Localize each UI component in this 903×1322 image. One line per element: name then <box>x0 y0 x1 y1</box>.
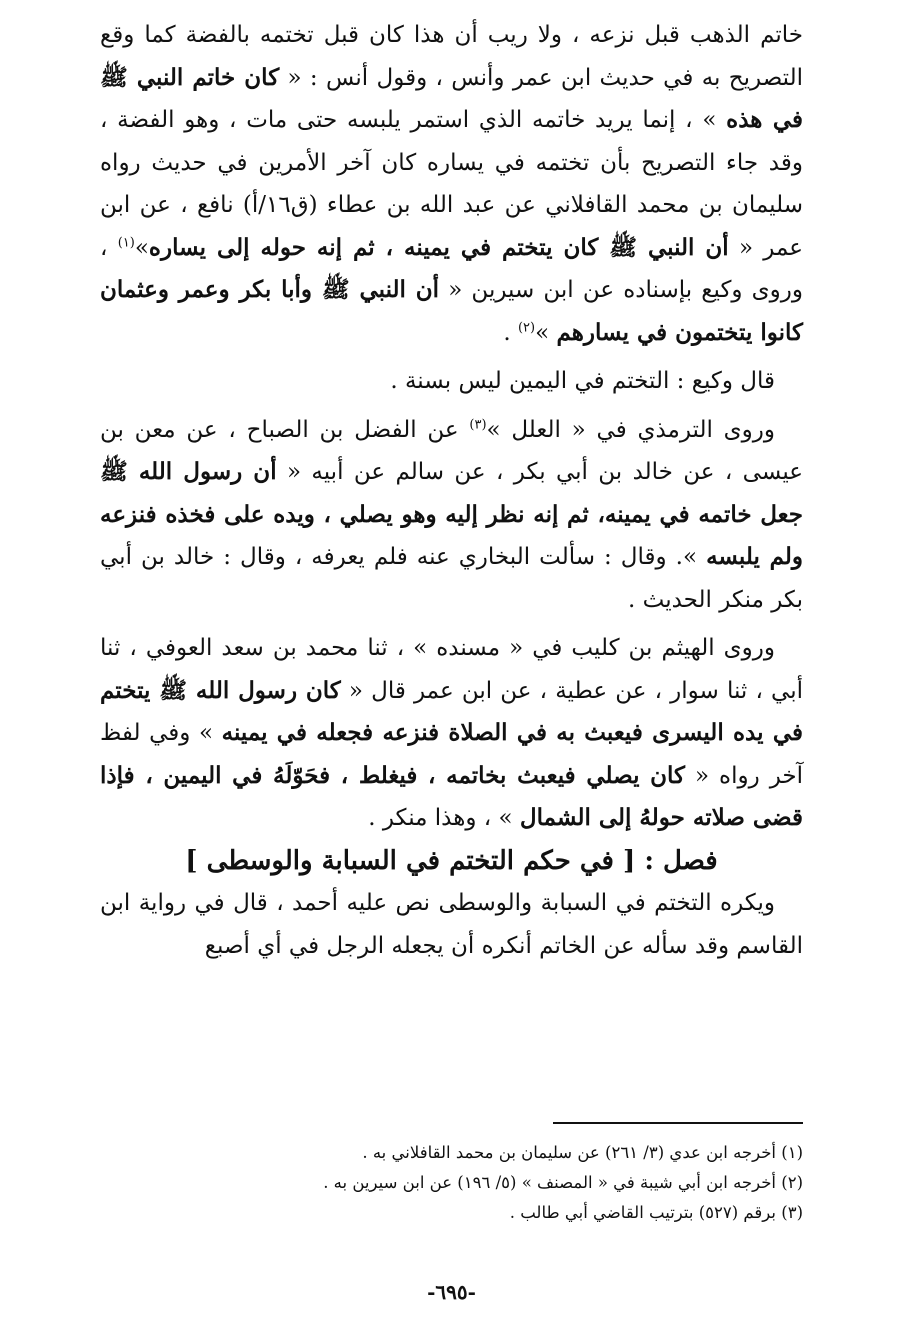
quoted-hadith: أن رسول الله ﷺ جعل خاتمه في يمينه، ثم إنه نظر إليه وهو يصلي ، ويده على فخذه فنزعه ولم يلبسه <box>100 458 804 570</box>
text-run: » <box>535 319 557 346</box>
text-run: » وفي لفظ آخر رواه « <box>100 720 803 789</box>
footnote-1: (١) أخرجه ابن عدي (٣/ ٢٦١) عن سليمان بن محمد القافلاني به . <box>362 1143 803 1162</box>
paragraph-3 <box>100 409 803 622</box>
footnote-ref: (٢) <box>517 319 536 335</box>
text-run: عن الفضل بن الصباح ، عن معن بن عيسى ، عن خالد بن أبي بكر ، عن سالم عن أبيه « <box>100 416 804 485</box>
footnote-3: (٣) برقم (٥٢٧) بترتيب القاضي أبي طالب . <box>509 1203 803 1222</box>
page-number: -٦٩٥- <box>427 1280 476 1304</box>
footnote-separator <box>553 1122 803 1124</box>
section-heading: فصل : [ في حكم التختم في السبابة والوسطى ] <box>185 845 718 876</box>
quoted-hadith: أن النبي ﷺ كان يتختم في يمينه ، ثم إنه حوله إلى يساره <box>148 233 729 261</box>
text-run: وروى الهيثم بن كليب في « مسنده » ، ثنا محمد بن سعد العوفي ، ثنا أبي ، ثنا سوار ، عن عطية ، عن ابن عمر قال « <box>100 635 803 704</box>
footnote-ref: (١) <box>117 234 135 250</box>
text-run: قال وكيع : التختم في اليمين ليس بسنة . <box>390 368 775 394</box>
text-run: » <box>134 234 149 261</box>
footnote-ref: (٣) <box>469 416 487 432</box>
text-run: ». وقال : سألت البخاري عنه فلم يعرفه ، وقال : خالد بن أبي بكر منكر الحديث . <box>100 544 803 613</box>
text-run: . <box>503 319 518 346</box>
footnotes <box>100 1138 803 1228</box>
footnote-2: (٢) أخرجه ابن أبي شيبة في « المصنف » (٥/ ١٩٦) عن ابن سيرين به . <box>323 1173 803 1192</box>
section-paragraph: ويكره التختم في السبابة والوسطى نص عليه أحمد ، قال في رواية ابن القاسم وقد سأله عن الخاتم أنكره أن يجعله الرجل في أي أصبع <box>100 890 803 959</box>
quoted-hadith: أن النبي ﷺ وأبا بكر وعمر وعثمان كانوا يتختمون في يسارهم <box>100 276 803 346</box>
text-run: » ، إنما يريد خاتمه الذي استمر يلبسه حتى مات ، وهو الفضة ، وقد جاء التصريح بأن تختمه في يساره كان آخر الأمرين في حديث رواه سليمان بن محمد القافلاني عن عبد الله بن عطاء (ق١٦/أ) نافع ، عن ابن عمر « <box>100 107 804 261</box>
main-text <box>100 14 803 967</box>
paragraph-2 <box>100 360 803 403</box>
paragraph-4 <box>100 627 803 840</box>
quoted-hadith: كان خاتم النبي ﷺ في هذه <box>100 63 803 133</box>
paragraph-1 <box>100 14 803 354</box>
text-run: خاتم الذهب قبل نزعه ، ولا ريب أن هذا كان قبل تختمه بالفضة كما وقع التصريح به في حديث ابن عمر وأنس ، وقول أنس : « <box>100 22 803 91</box>
text-run: » ، وهذا منكر . <box>368 805 520 831</box>
quoted-hadith: كان يصلي فيعبث بخاتمه ، فيغلط ، فحَوّلَهُ في اليمين ، فإذا قضى صلاته حولهُ إلى الشمال <box>100 761 803 831</box>
text-run: وروى الترمذي في « العلل » <box>486 416 776 443</box>
text-run: ، وروى وكيع بإسناده عن ابن سيرين « <box>100 234 803 303</box>
quoted-hadith: كان رسول الله ﷺ يتختم في يده اليسرى فيعبث به في الصلاة فنزعه فجعله في يمينه <box>100 676 803 746</box>
